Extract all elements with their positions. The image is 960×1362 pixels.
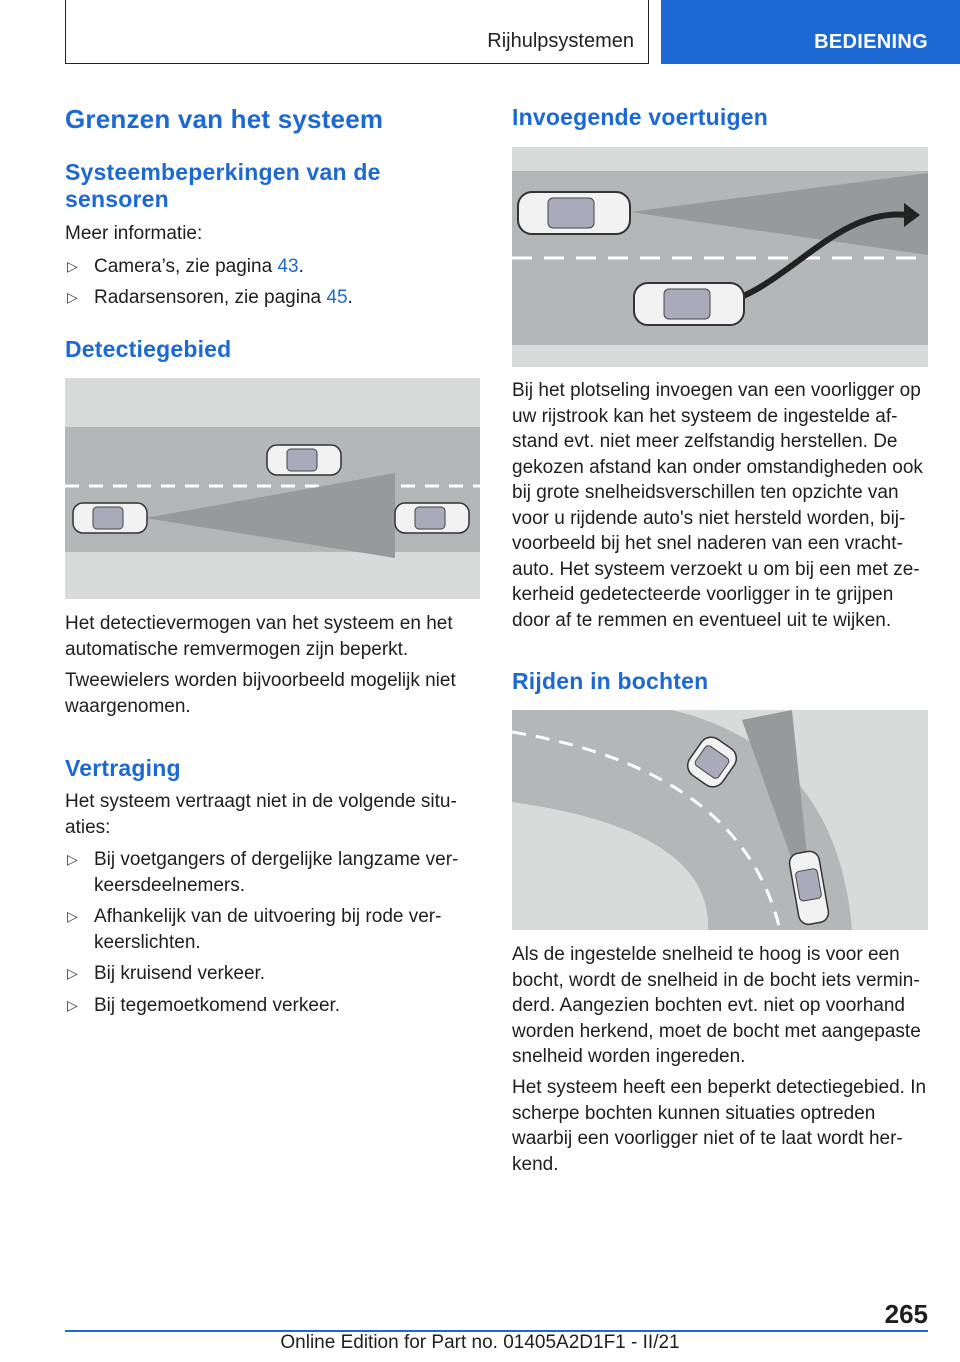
bullet-triangle-icon: ▷ — [67, 289, 78, 305]
detection-paragraph-2: Tweewielers worden bijvoorbeeld mogelijk niet waargenomen. — [65, 670, 456, 717]
list-item — [65, 904, 480, 955]
header-chapter-tab[interactable] — [661, 0, 960, 64]
delay-intro-text: Het systeem vertraagt niet in de volgende situ‐aties: — [65, 791, 457, 838]
list-item-suffix: . — [298, 256, 304, 277]
list-item-text: Bij tegemoetkomend verkeer. — [94, 995, 341, 1016]
curves-paragraph-2: Het systeem heeft een beperkt detectiegebied. In scherpe bochten kunnen situaties optreden waarbij een voorligger niet of te laat wordt her‐kend. — [512, 1077, 927, 1175]
bullet-triangle-icon: ▷ — [67, 997, 78, 1013]
heading-delay: Vertraging — [65, 755, 181, 781]
car-icon — [518, 192, 630, 234]
car-icon — [395, 503, 469, 533]
list-item — [65, 993, 480, 1019]
list-item-text: Afhankelijk van de uitvoering bij rode ver‐keerslichten. — [94, 906, 442, 953]
bullet-triangle-icon: ▷ — [67, 908, 78, 924]
list-item-text: Camera’s, zie pagina — [94, 256, 278, 277]
heading-system-limits: Grenzen van het systeem — [65, 104, 384, 134]
detection-paragraph-1: Het detectievermogen van het systeem en het automatische remvermogen zijn beperkt. — [65, 613, 453, 660]
list-item-text: Bij voetgangers of dergelijke langzame ver‐keersdeelnemers. — [94, 849, 459, 896]
curve-driving-illustration — [512, 710, 928, 930]
detection-area-illustration — [65, 378, 480, 599]
heading-sensor-limits: Systeembeperkingen van de sensoren — [65, 159, 381, 212]
footer-edition: Online Edition for Part no. 01405A2D1F1 - II/21 — [280, 1332, 680, 1353]
header-section-title: Rijhulpsystemen — [487, 30, 634, 52]
page-link-radar[interactable]: 45 — [326, 287, 348, 308]
list-item — [65, 285, 353, 311]
heading-driving-curves: Rijden in bochten — [512, 668, 709, 694]
merging-vehicles-illustration — [512, 147, 928, 367]
heading-merging-vehicles: Invoegende voertuigen — [512, 104, 768, 130]
list-item-text: Radarsensoren, zie pagina — [94, 287, 327, 308]
bullet-triangle-icon: ▷ — [67, 258, 78, 274]
curves-paragraph-1: Als de ingestelde snelheid te hoog is voor een bocht, wordt de snelheid in de bocht iets vermin‐derd. Aangezien bochten evt. niet op voorhand worden herkend, moet de bocht met aangepaste snelheid worden ingereden. — [512, 944, 921, 1067]
list-item-suffix: . — [347, 287, 353, 308]
merging-paragraph: Bij het plotseling invoegen van een voorligger op uw rijstrook kan het systeem de ingestelde af‐stand evt. niet meer zelfstandig herstellen. De gekozen afstand kan onder omstandigheden ook bij grote snelheidsverschillen ten opzichte van voor u rijdende auto's niet hersteld worden, bij‐voorbeeld bij het snel naderen van een vracht‐auto. Het systeem verzoekt u om bij een met ze‐kerheid gedetecteerde voorligger in te grijpen door af te remmen en eventueel uit te wijken. — [512, 380, 923, 631]
header-chapter-label: BEDIENING — [814, 31, 928, 53]
list-item — [65, 961, 480, 987]
header-section-box — [65, 0, 649, 64]
list-item-text: Bij kruisend verkeer. — [94, 963, 266, 984]
car-icon — [634, 283, 744, 325]
bullet-triangle-icon: ▷ — [67, 851, 78, 867]
heading-detection-area: Detectiegebied — [65, 336, 232, 362]
list-item — [65, 254, 304, 280]
list-item — [65, 847, 480, 898]
page-number: 265 — [884, 1299, 928, 1329]
more-info-text: Meer informatie: — [65, 223, 203, 244]
bullet-triangle-icon: ▷ — [67, 965, 78, 981]
car-icon — [73, 503, 147, 533]
page-link-cameras[interactable]: 43 — [277, 256, 299, 277]
car-icon — [267, 445, 341, 475]
